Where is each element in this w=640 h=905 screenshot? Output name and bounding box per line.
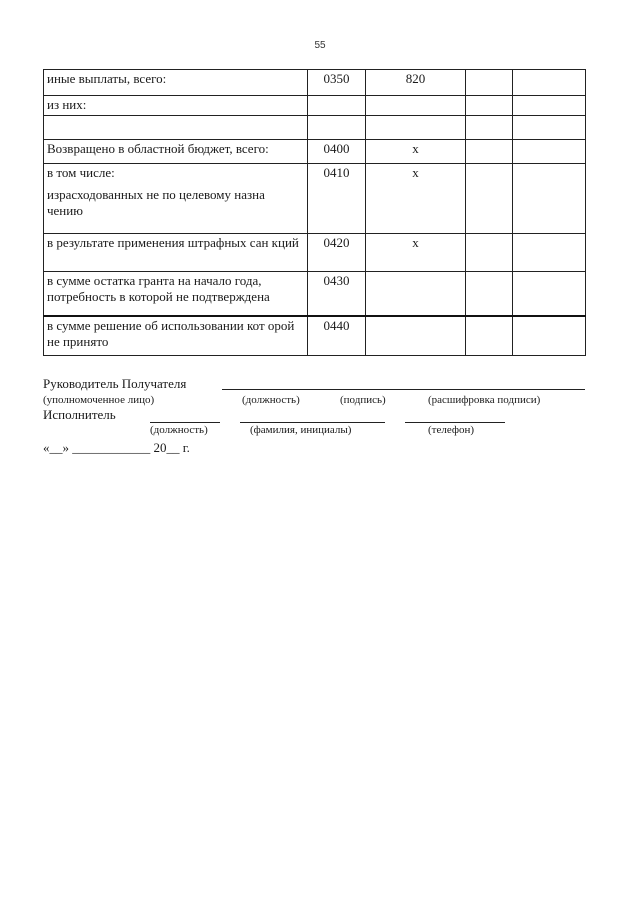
row-value: х — [366, 234, 466, 272]
row-code — [308, 96, 366, 116]
table-row — [44, 164, 586, 234]
empty-cell — [466, 272, 513, 316]
table-row — [44, 316, 586, 356]
row-label: в сумме остатка гранта на начало года, потребность в которой не подтверждена — [44, 272, 308, 316]
table-row — [44, 116, 586, 140]
row-value — [366, 96, 466, 116]
executor-label: Исполнитель — [43, 407, 116, 422]
row-label: в результате применения штрафных сан кций — [44, 234, 308, 272]
caption-name: (фамилия, инициалы) — [250, 424, 352, 436]
empty-cell — [513, 140, 586, 164]
caption-signature: (подпись) — [340, 394, 386, 406]
empty-cell — [513, 316, 586, 356]
row-code — [308, 116, 366, 140]
row-sublabel: израсходованных не по целевому назна чению — [47, 187, 265, 218]
empty-cell — [466, 140, 513, 164]
caption-position: (должность) — [242, 394, 300, 406]
row-value: х — [366, 164, 466, 234]
empty-cell — [513, 234, 586, 272]
row-value — [366, 272, 466, 316]
row-code: 0430 — [308, 272, 366, 316]
row-value — [366, 116, 466, 140]
empty-cell — [466, 234, 513, 272]
row-code: 0400 — [308, 140, 366, 164]
row-value — [366, 316, 466, 356]
caption-decoding: (расшифровка подписи) — [428, 394, 541, 406]
empty-cell — [466, 70, 513, 96]
row-code: 0410 — [308, 164, 366, 234]
executor-name-line — [240, 422, 385, 423]
page-number: 55 — [314, 40, 326, 51]
table-row — [44, 96, 586, 116]
row-label: в сумме решение об использовании кот орой не принято — [44, 316, 308, 356]
row-label — [44, 116, 308, 140]
empty-cell — [513, 116, 586, 140]
empty-cell — [513, 70, 586, 96]
row-code: 0350 — [308, 70, 366, 96]
head-label: Руководитель Получателя — [43, 376, 187, 391]
empty-cell — [513, 96, 586, 116]
empty-cell — [513, 164, 586, 234]
row-value: 820 — [366, 70, 466, 96]
report-table — [43, 69, 586, 356]
caption-position-executor: (должность) — [150, 424, 208, 436]
row-label-cell — [44, 164, 308, 234]
empty-cell — [466, 316, 513, 356]
executor-position-line — [150, 422, 220, 423]
row-label: в том числе: — [47, 165, 115, 180]
table-row — [44, 70, 586, 96]
caption-phone: (телефон) — [428, 424, 475, 436]
head-signature-line — [222, 389, 585, 390]
table-row — [44, 140, 586, 164]
row-code: 0440 — [308, 316, 366, 356]
table-row — [44, 234, 586, 272]
executor-phone-line — [405, 422, 505, 423]
table-row — [44, 272, 586, 316]
empty-cell — [513, 272, 586, 316]
row-value: х — [366, 140, 466, 164]
empty-cell — [466, 164, 513, 234]
empty-cell — [466, 96, 513, 116]
empty-cell — [466, 116, 513, 140]
row-code: 0420 — [308, 234, 366, 272]
row-label: Возвращено в областной бюджет, всего: — [44, 140, 308, 164]
date-line: «__» ____________ 20__ г. — [43, 440, 190, 455]
row-label: иные выплаты, всего: — [44, 70, 308, 96]
row-label: из них: — [44, 96, 308, 116]
head-sublabel: (уполномоченное лицо) — [43, 394, 155, 406]
